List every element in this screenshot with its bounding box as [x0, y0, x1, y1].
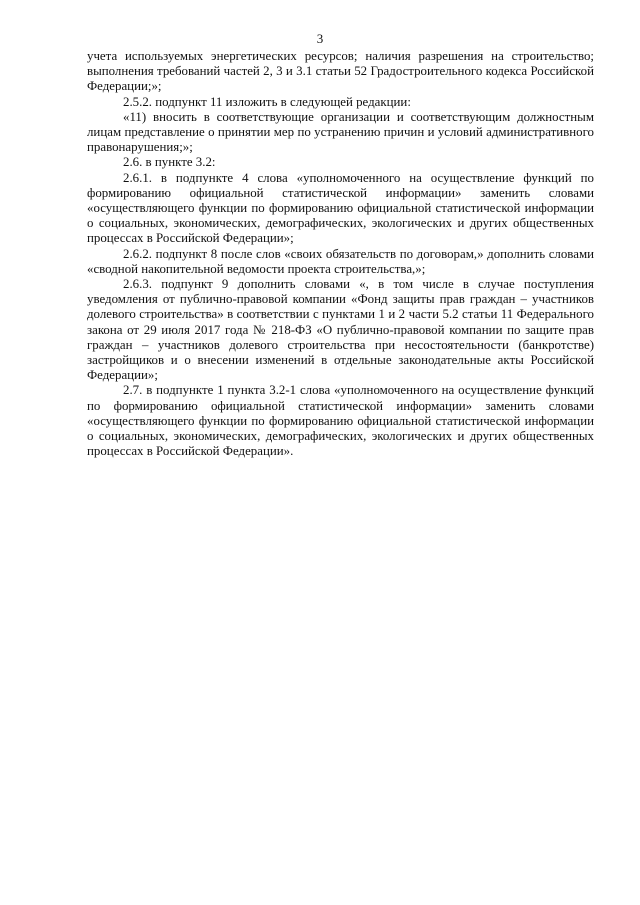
- paragraph-2-5-2: 2.5.2. подпункт 11 изложить в следующей редакции:: [123, 94, 411, 109]
- paragraph-2-6-3: 2.6.3. подпункт 9 дополнить словами «, в том числе в случае поступления уведомления от публично-правовой компании «Фонд защиты прав граждан – участников долевого строительства» в соответствии с пунктами 1 и 2 части 5.2 статьи 11 Федерального закона от 29 июля 2017 года № 218-ФЗ «О публично-правовой компании по защите прав граждан – участников долевого строительства при несостоятельности (банкротстве) застройщиков и о внесении изменений в отдельные законодательные акты Российской Федерации»;: [87, 277, 594, 383]
- paragraph-2-7: 2.7. в подпункте 1 пункта 3.2-1 слова «уполномоченного на осуществление функций по формированию официальной статистической информации» заменить словами «осуществляющего функции по формированию официальной статистической информации о социальных, экономических, демографических, экологических и других общественных процессах в Российской Федерации».: [87, 383, 594, 459]
- paragraph-2-6: 2.6. в пункте 3.2:: [123, 155, 216, 170]
- paragraph-subitem-11: «11) вносить в соответствующие организации и соответствующим должностным лицам представление о принятии мер по устранению причин и условий административного правонарушения;»;: [87, 109, 594, 155]
- document-body: [87, 49, 594, 459]
- paragraph-2-6-1: 2.6.1. в подпункте 4 слова «уполномоченного на осуществление функций по формированию официальной статистической информации» заменить словами «осуществляющего функции по формированию официальной статистической информации о социальных, экономических, демографических, экологических и других общественных процессах в Российской Федерации»;: [87, 170, 594, 246]
- paragraph-2-6-2: 2.6.2. подпункт 8 после слов «своих обязательств по договорам,» дополнить словами «сводной накопительной ведомости проекта строительства,»;: [87, 246, 594, 276]
- paragraph-continuation: учета используемых энергетических ресурсов; наличия разрешения на строительство; выполнения требований частей 2, 3 и 3.1 статьи 52 Градостроительного кодекса Российской Федерации;»;: [87, 49, 594, 94]
- page-number: 3: [316, 31, 324, 46]
